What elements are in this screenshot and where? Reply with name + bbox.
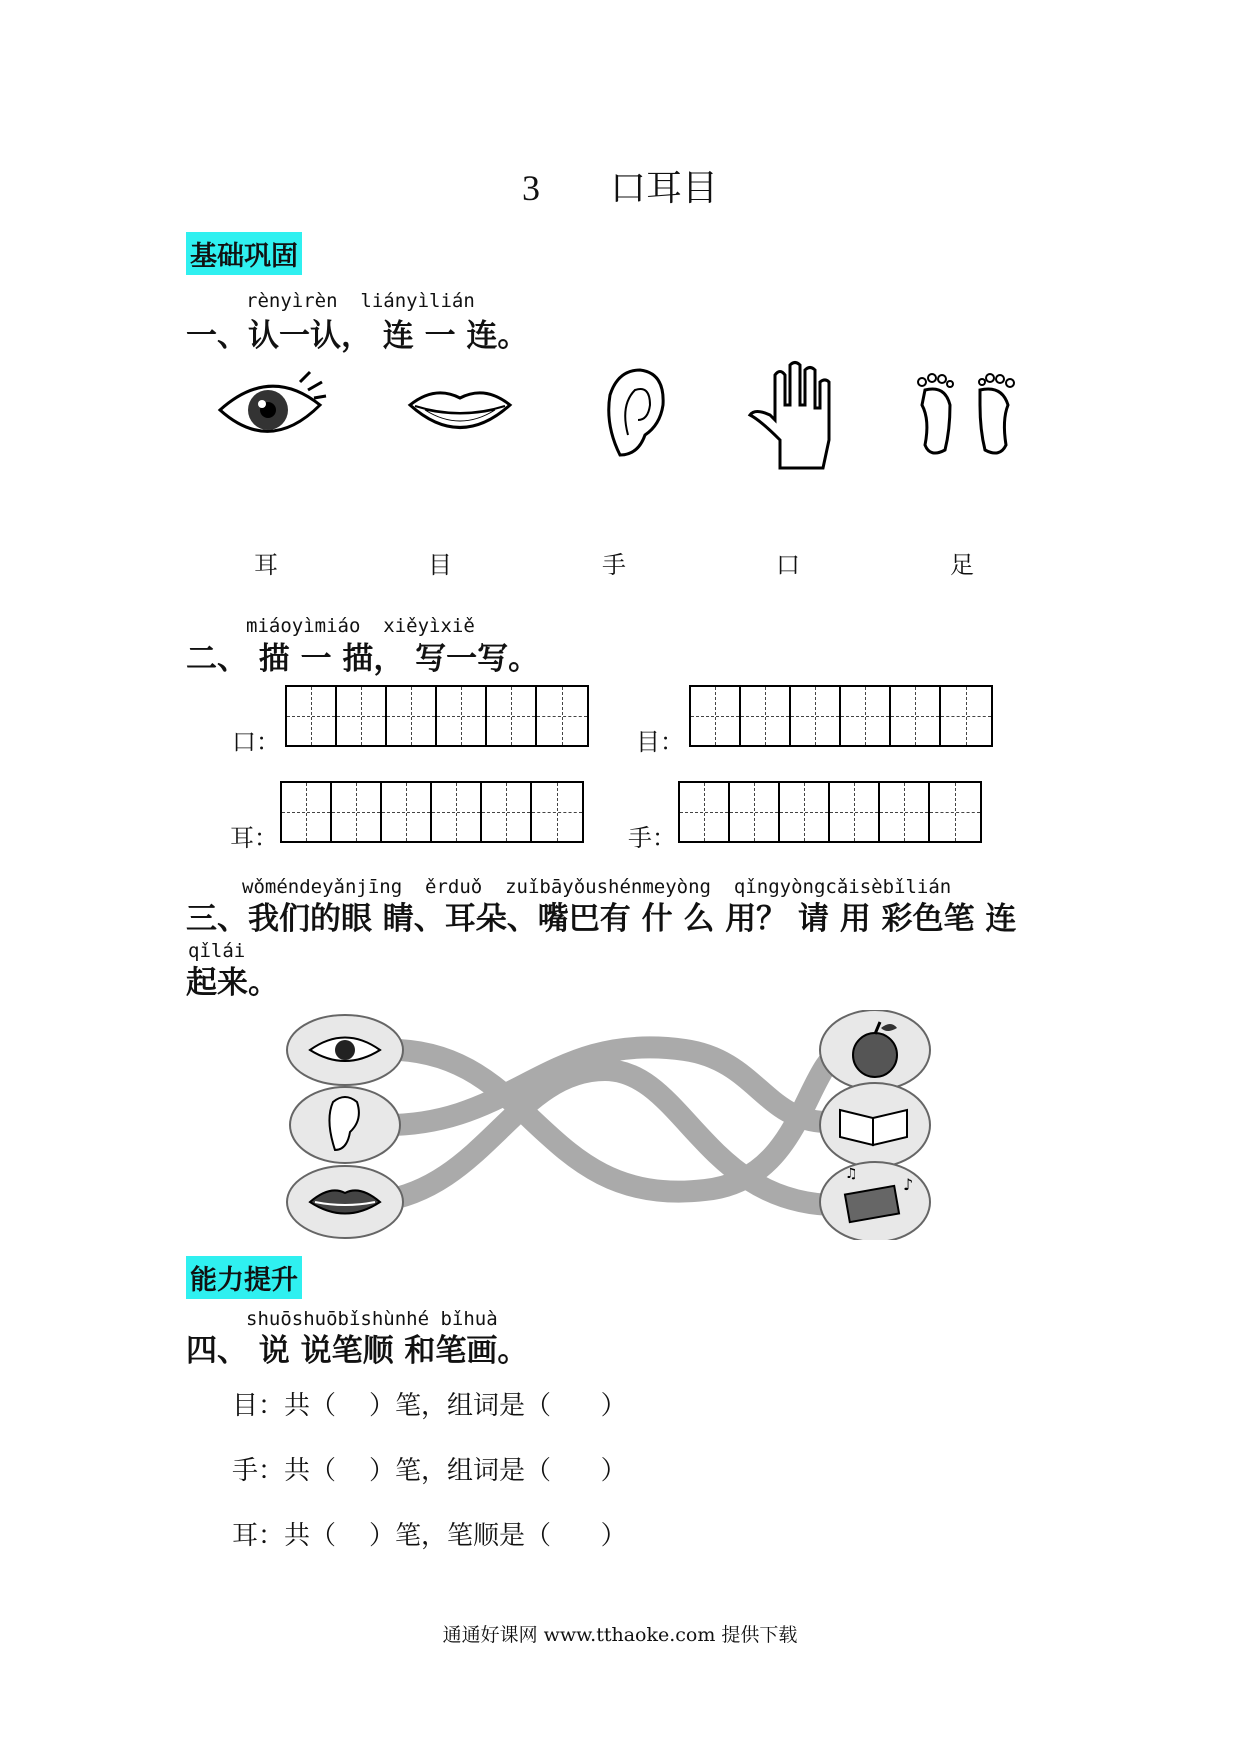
svg-text:♪: ♪ — [903, 1175, 914, 1194]
feet-icon — [910, 370, 1020, 460]
page-title — [0, 160, 1240, 211]
q1-word: 足 — [950, 551, 974, 579]
q2-pinyin: miáoyìmiáo xiěyìxiě — [246, 615, 475, 637]
q1-pinyin: rènyìrèn liányìlián — [246, 290, 475, 312]
grid-label-kou: 口： — [232, 728, 280, 756]
q2-text: 二、 描 一 描， 写一写。 — [186, 641, 540, 677]
q1-word: 耳 — [254, 551, 278, 579]
q1-word: 目 — [428, 551, 452, 579]
section-tag-advance: 能力提升 — [186, 1256, 302, 1299]
q4-item: 目：共（ ）笔，组词是（ ） — [232, 1391, 627, 1421]
hand-icon — [745, 360, 835, 470]
q3-pinyin-2: qǐlái — [188, 940, 246, 962]
eye-icon — [210, 360, 330, 460]
writing-grid-er[interactable] — [280, 781, 584, 843]
q3-pinyin-1: wǒméndeyǎnjīng ěrduǒ zuǐbāyǒushénmeyòng qǐngyòngcǎisèbǐlián — [242, 876, 952, 898]
writing-grid-mu[interactable] — [689, 685, 993, 747]
footer-source: 通通好课网 www.tthaoke.com 提供下载 — [442, 1624, 798, 1646]
grid-label-shou: 手： — [628, 824, 676, 852]
q3-text-2: 起来。 — [186, 965, 279, 1001]
q4-item: 耳：共（ ）笔，笔顺是（ ） — [232, 1521, 627, 1551]
grid-label-er: 耳： — [230, 824, 278, 852]
mouth-icon — [405, 380, 515, 450]
lesson-number: 3 — [521, 168, 540, 208]
q3-text-1: 三、我们的眼 睛、耳朵、嘴巴有 什 么 用？ 请 用 彩色笔 连 — [186, 901, 1017, 937]
grid-label-mu: 目： — [636, 728, 684, 756]
q1-text: 一、认一认， 连 一 连。 — [186, 318, 529, 354]
ear-icon — [600, 365, 670, 465]
section-tag-basic: 基础巩固 — [186, 232, 302, 275]
svg-text:♫: ♫ — [845, 1166, 858, 1182]
writing-grid-shou[interactable] — [678, 781, 982, 843]
lesson-title: 口耳目 — [609, 168, 718, 209]
q4-pinyin: shuōshuōbǐshùnhé bǐhuà — [246, 1308, 498, 1330]
q4-text: 四、 说 说笔顺 和笔画。 — [186, 1333, 529, 1369]
q1-word: 口 — [776, 551, 800, 579]
q4-item: 手：共（ ）笔，组词是（ ） — [232, 1456, 627, 1486]
writing-grid-kou[interactable] — [285, 685, 589, 747]
matching-diagram — [285, 1010, 945, 1240]
q1-word: 手 — [602, 551, 626, 579]
